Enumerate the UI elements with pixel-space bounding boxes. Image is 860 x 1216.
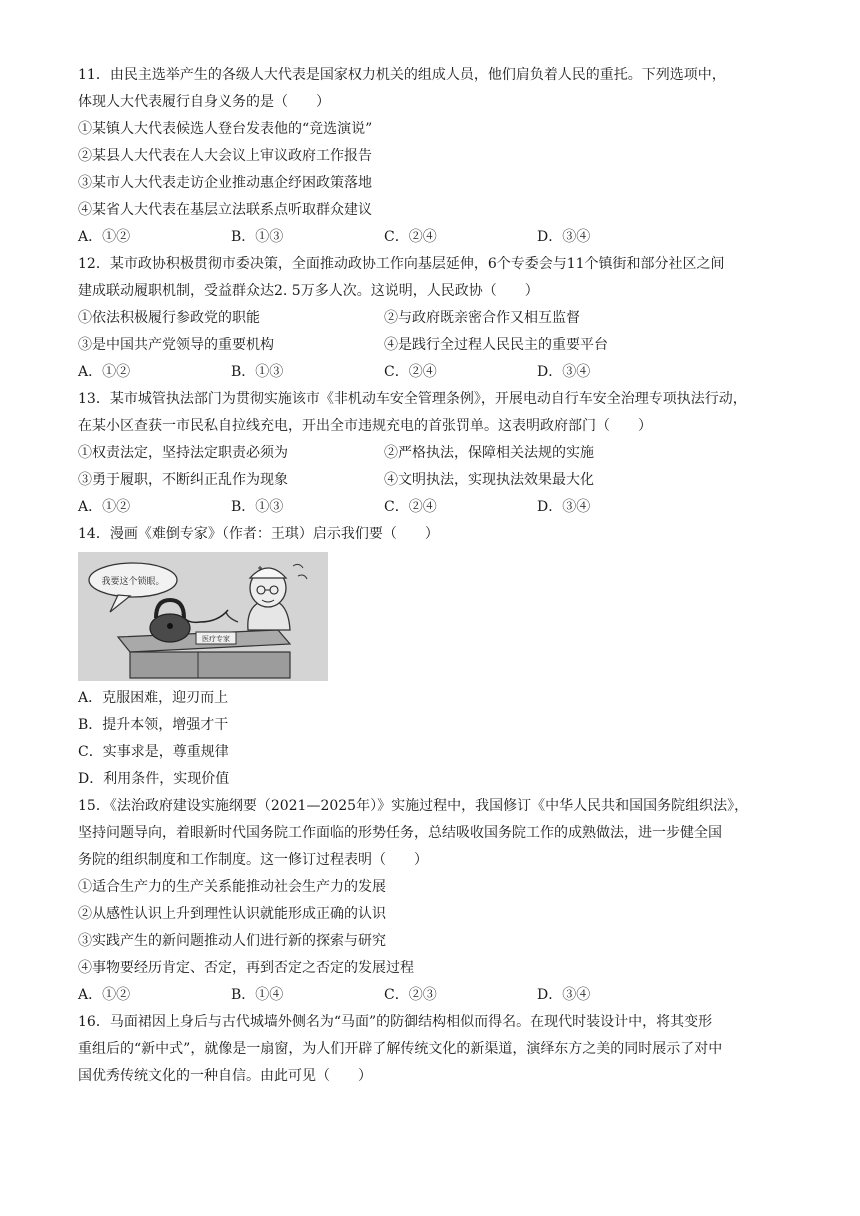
statement-item: ②严格执法，保障相关法规的实施 bbox=[384, 445, 594, 461]
question-13 bbox=[78, 386, 784, 521]
option-b: B．①③ bbox=[231, 499, 284, 515]
question-stem: 14．漫画《难倒专家》（作者：王琪）启示我们要（ ） bbox=[78, 526, 439, 542]
option-d: D．③④ bbox=[537, 499, 591, 515]
option-c: C．②③ bbox=[384, 987, 437, 1003]
statement-item: ③实践产生的新问题推动人们进行新的探索与研究 bbox=[78, 933, 386, 949]
question-stem: 12．某市政协积极贯彻市委决策，全面推动政协工作向基层延伸，6个专委会与11个镇街和部分社区之间 bbox=[78, 256, 725, 272]
question-stem: 在某小区查获一市民私自拉线充电，开出全市违规充电的首张罚单。这表明政府部门（ ） bbox=[78, 418, 652, 434]
plate-text: 医疗专家 bbox=[202, 635, 230, 643]
option-c: C．②④ bbox=[384, 364, 437, 380]
statement-row bbox=[78, 467, 784, 494]
option-b: B．①③ bbox=[231, 364, 284, 380]
statement-item: ③是中国共产党领导的重要机构 bbox=[78, 337, 274, 353]
question-15 bbox=[78, 793, 784, 1009]
statement-item: ③勇于履职，不断纠正乱作为现象 bbox=[78, 472, 288, 488]
option-c: C．②④ bbox=[384, 499, 437, 515]
question-stem: 重组后的“新中式”，就像是一扇窗，为人们开辟了解传统文化的新渠道，演绎东方之美的同时展示了对中 bbox=[78, 1041, 723, 1057]
option-c: C．②④ bbox=[384, 229, 437, 245]
statement-item: ②从感性认识上升到理性认识就能形成正确的认识 bbox=[78, 906, 386, 922]
question-stem: 体现人大代表履行自身义务的是（ ） bbox=[78, 94, 330, 110]
answer-options bbox=[78, 224, 784, 251]
answer-choice: B．提升本领，增强才干 bbox=[78, 717, 229, 733]
desk-name-plate bbox=[196, 632, 236, 644]
statement-item: ④是践行全过程人民民主的重要平台 bbox=[384, 337, 608, 353]
option-a: A．①② bbox=[78, 229, 131, 245]
statement-item: ②某县人大代表在人大会议上审议政府工作报告 bbox=[78, 148, 372, 164]
question-12 bbox=[78, 251, 784, 386]
option-a: A．①② bbox=[78, 499, 131, 515]
statement-item: ④事物要经历肯定、否定，再到否定之否定的发展过程 bbox=[78, 960, 414, 976]
option-b: B．①④ bbox=[231, 987, 284, 1003]
statement-row bbox=[78, 305, 784, 332]
answer-options bbox=[78, 982, 784, 1009]
statement-item: ②与政府既亲密合作又相互监督 bbox=[384, 310, 580, 326]
statement-row bbox=[78, 440, 784, 467]
question-stem: 11．由民主选举产生的各级人大代表是国家权力机关的组成人员，他们肩负着人民的重托。下列选项中， bbox=[78, 67, 726, 83]
speech-text: 我要这个锁眼。 bbox=[101, 577, 165, 587]
question-16 bbox=[78, 1009, 784, 1090]
statement-row bbox=[78, 332, 784, 359]
question-stem: 坚持问题导向，着眼新时代国务院工作面临的形势任务，总结吸收国务院工作的成熟做法，进一步健全国 bbox=[78, 825, 722, 841]
question-14 bbox=[78, 521, 784, 793]
statement-item: ①适合生产力的生产关系能推动社会生产力的发展 bbox=[78, 879, 386, 895]
answer-choice: A．克服困难，迎刃而上 bbox=[78, 690, 229, 706]
option-b: B．①③ bbox=[231, 229, 284, 245]
answer-choice: D．利用条件，实现价值 bbox=[78, 771, 230, 787]
option-d: D．③④ bbox=[537, 229, 591, 245]
question-11 bbox=[78, 62, 784, 251]
option-d: D．③④ bbox=[537, 987, 591, 1003]
answer-choice: C．实事求是，尊重规律 bbox=[78, 744, 229, 760]
statement-item: ④文明执法，实现执法效果最大化 bbox=[384, 472, 594, 488]
statement-item: ④某省人大代表在基层立法联系点听取群众建议 bbox=[78, 202, 372, 218]
option-d: D．③④ bbox=[537, 364, 591, 380]
option-a: A．①② bbox=[78, 987, 131, 1003]
statement-item: ①权责法定，坚持法定职责必须为 bbox=[78, 445, 288, 461]
question-stem: 建成联动履职机制，受益群众达2. 5万多人次。这说明，人民政协（ ） bbox=[78, 283, 539, 299]
cartoon-image bbox=[78, 552, 328, 681]
statement-item: ③某市人大代表走访企业推动惠企纾困政策落地 bbox=[78, 175, 372, 191]
question-stem: 务院的组织制度和工作制度。这一修订过程表明（ ） bbox=[78, 852, 428, 868]
question-stem: 国优秀传统文化的一种自信。由此可见（ ） bbox=[78, 1068, 372, 1084]
answer-options bbox=[78, 359, 784, 386]
answer-options bbox=[78, 494, 784, 521]
statement-item: ①某镇人大代表候选人登台发表他的“竞选演说” bbox=[78, 121, 373, 137]
option-a: A．①② bbox=[78, 364, 131, 380]
question-stem: 15．《法治政府建设实施纲要（2021—2025年）》实施过程中，我国修订《中华人民共和国国务院组织法》， bbox=[78, 798, 749, 814]
statement-item: ①依法积极履行参政党的职能 bbox=[78, 310, 260, 326]
question-list bbox=[78, 62, 784, 1090]
question-stem: 13．某市城管执法部门为贯彻实施该市《非机动车安全管理条例》，开展电动自行车安全治理专项执法行动， bbox=[78, 391, 747, 407]
question-stem: 16．马面裙因上身后与古代城墙外侧名为“马面”的防御结构相似而得名。在现代时装设计中，将其变形 bbox=[78, 1014, 713, 1030]
